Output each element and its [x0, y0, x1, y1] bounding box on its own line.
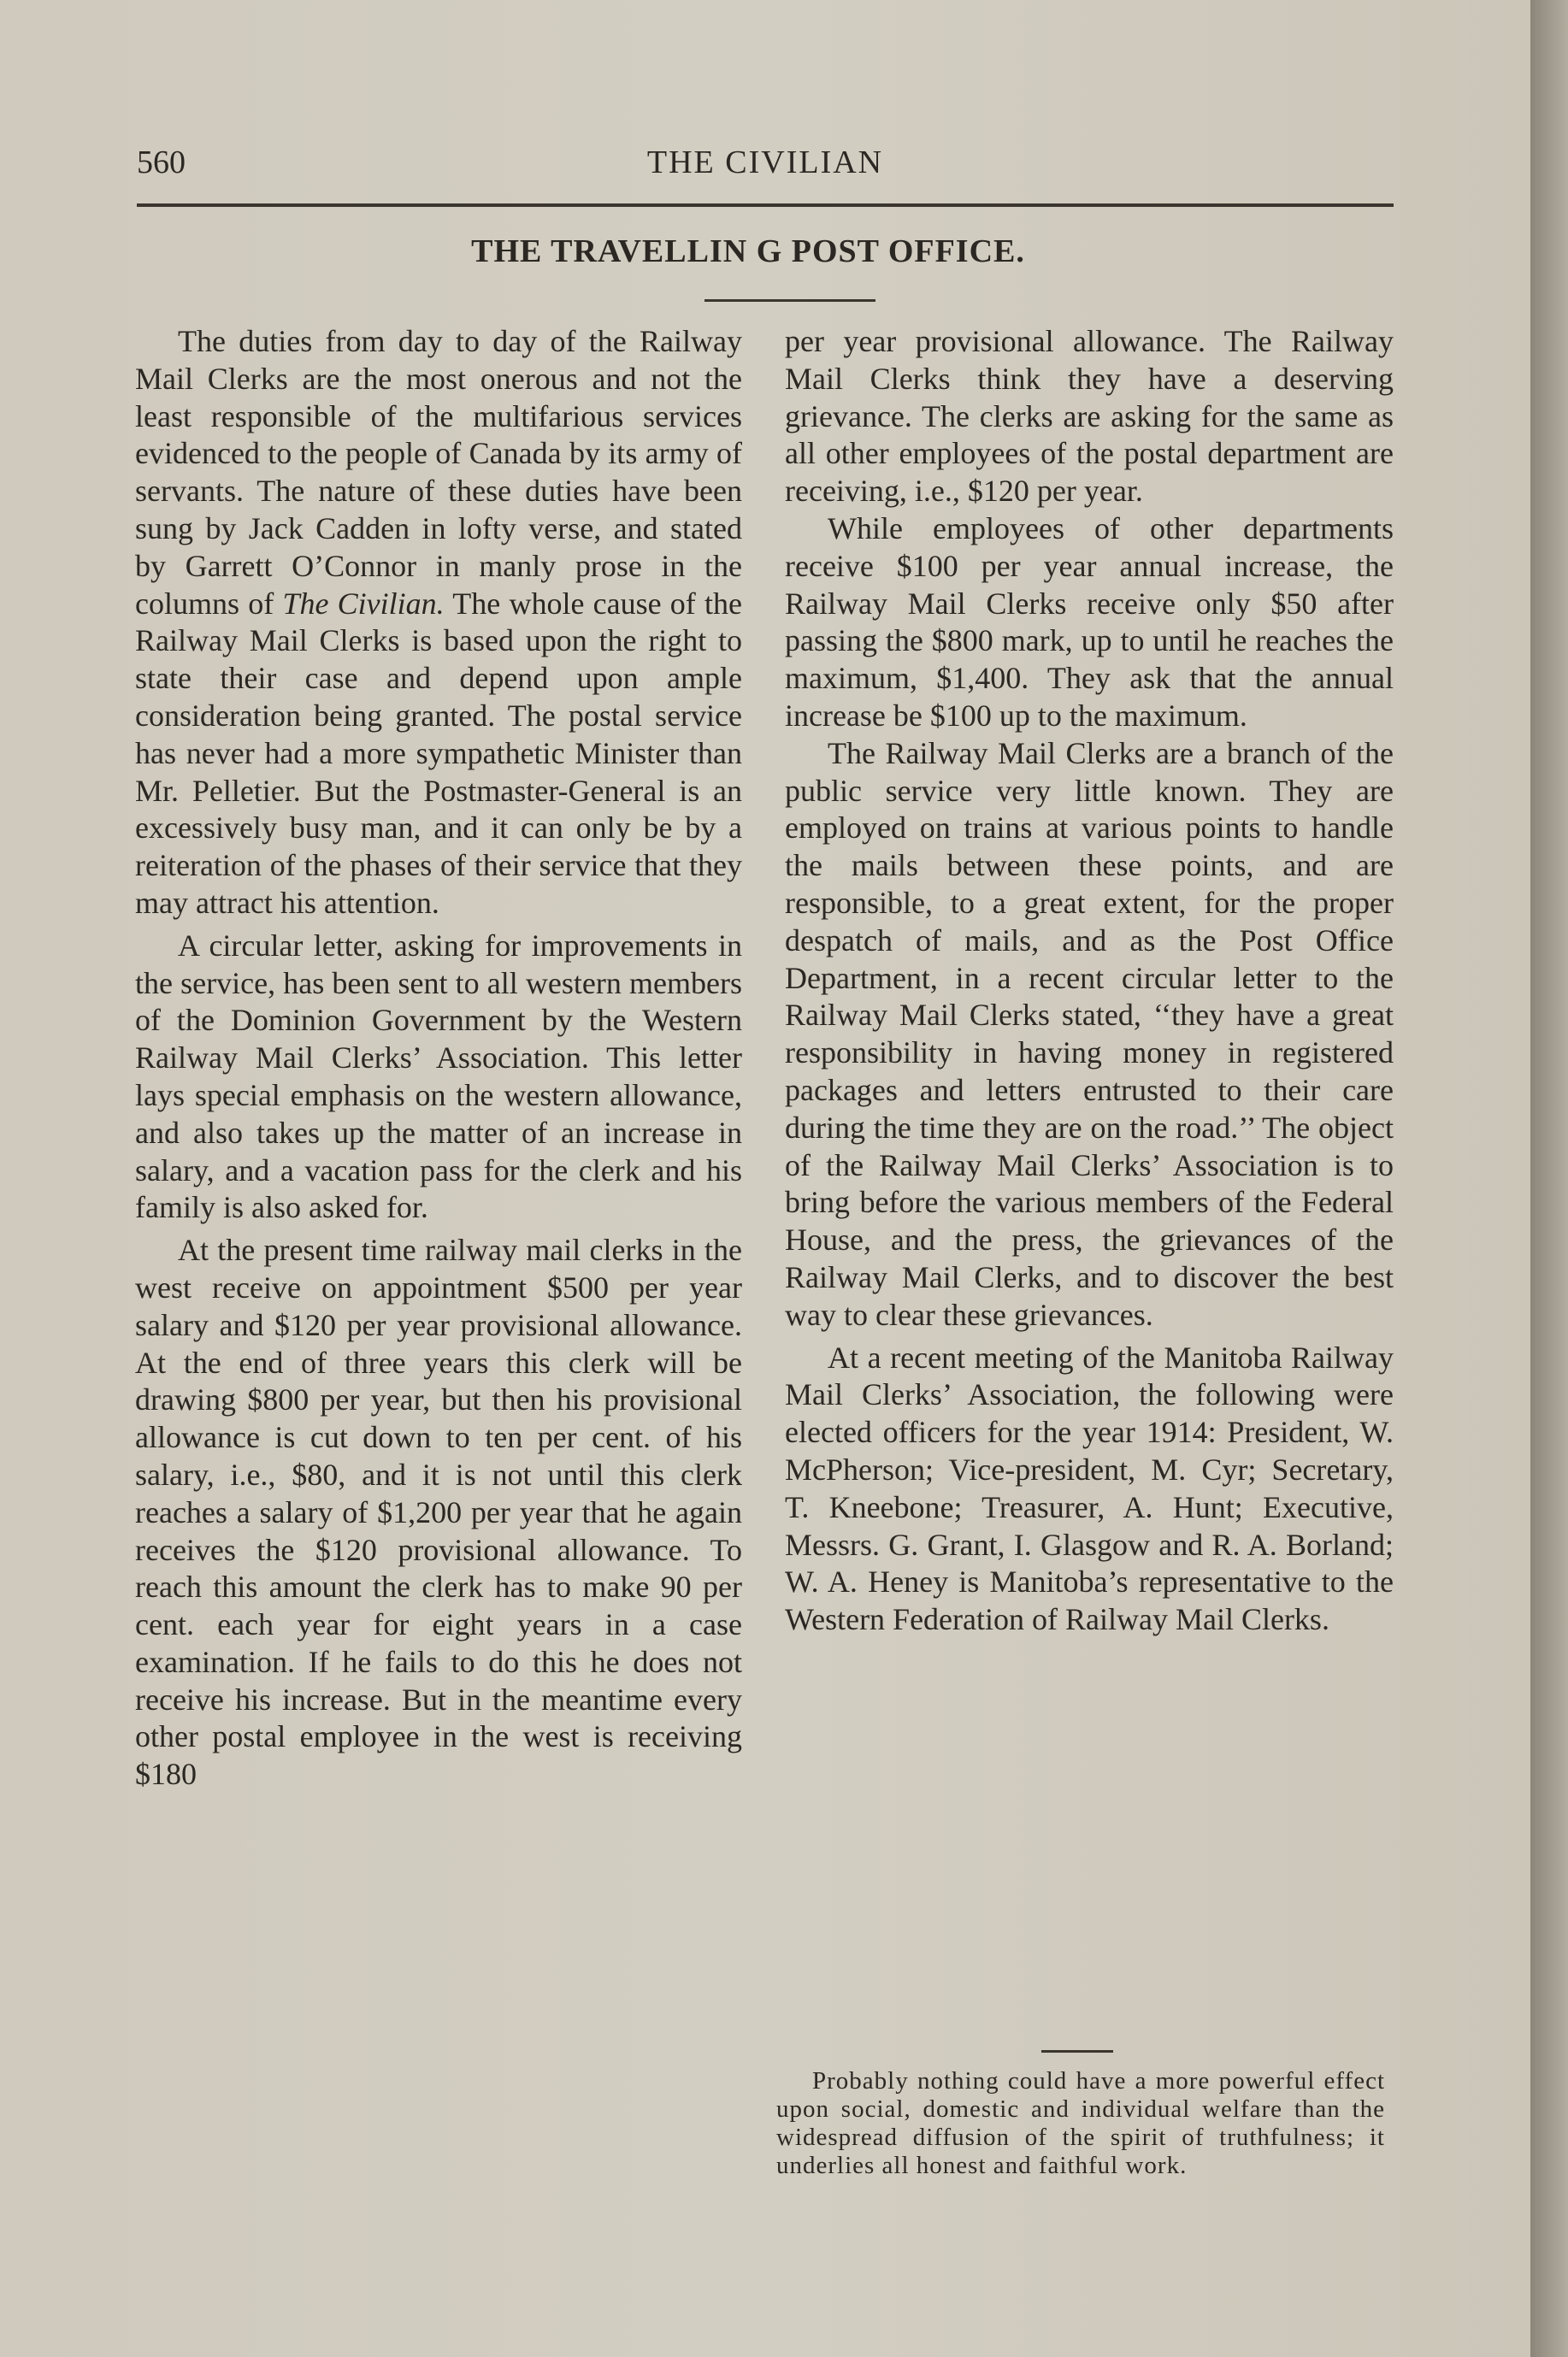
title-rule: [704, 299, 875, 302]
quote-text: Probably nothing could have a more powerful effect upon social, domestic and individual welfare than the widespread diffusion of the spirit of truthfulness; it underlies all honest and faithful work.: [776, 2067, 1385, 2179]
paragraph: A circular letter, asking for improvements in the service, has been sent to all western members of the Dominion Government by the Western Railway Mail Clerks’ Association. This letter lays special emphasis on the western allowance, and also takes up the matter of an increase in salary, and a vacation pass for the clerk and his family is also asked for.: [135, 928, 742, 1225]
header-rule: [137, 203, 1394, 207]
paragraph-text: The whole cause of the Railway Mail Clerks is based upon the right to state their case and depend upon ample consideration being granted. The postal service has never had a more sympathetic Minister than Mr. Pelletier. But the Postmaster-General is an excessively busy man, and it can only be by a reiteration of the phases of their service that they may attract his attention.: [135, 586, 743, 920]
paragraph: The Railway Mail Clerks are a branch of the public service very little known. They are employed on trains at various points to handle the mails between these points, and are responsible, to a great extent, for the proper despatch of mails, and as the Post Office Department, in a recent circular letter to the Railway Mail Clerks stated, ‘‘they have a great responsibility in having money in registered packages and letters entrusted to their care during the time they are on the road.’’ The object of the Railway Mail Clerks’ Association is to bring before the various members of the Federal House, and the press, the grievances of the Railway Mail Clerks, and to discover the best way to clear these grievances.: [785, 735, 1394, 1332]
page-header: [137, 144, 1394, 188]
filler-quote: [776, 2067, 1385, 2180]
section-divider: [1041, 2050, 1113, 2053]
page-number: 560: [137, 144, 186, 180]
paragraph: While employees of other departments receive $100 per year annual increase, the Railway Mail Clerks receive only $50 after passing the $800 mark, up to until he reaches the maximum, $1,400. They ask that the annual increase be $100 up to the maximum.: [785, 510, 1394, 733]
left-column: [135, 323, 742, 1794]
running-title: THE CIVILIAN: [646, 144, 884, 180]
paragraph-text: The duties from day to day of the Railway Mail Clerks are the most onerous and not the least responsible of the multifarious services evidenced to the people of Canada by its army of servants. The nature of these duties have been sung by Jack Cadden in lofty verse, and stated by Garrett O’Connor in manly prose in the columns of: [135, 324, 742, 621]
paragraph: [135, 323, 742, 922]
right-column: [785, 323, 1394, 1639]
book-spine: [1530, 0, 1568, 2357]
paragraph: At a recent meeting of the Manitoba Railway Mail Clerks’ Association, the following were elected officers for the year 1914: President, W. McPherson; Vice-president, M. Cyr; Secretary, T. Kneebone; Treasurer, A. Hunt; Executive, Messrs. G. Grant, I. Glasgow and R. A. Borland; W. A. Heney is Manitoba’s representative to the Western Federation of Railway Mail Clerks.: [785, 1340, 1394, 1637]
paragraph: per year provisional allowance. The Railway Mail Clerks think they have a deserving grievance. The clerks are asking for the same as all other employees of the postal department are receiving, i.e., $120 per year.: [785, 324, 1394, 509]
publication-name: The Civilian.: [282, 586, 445, 621]
paragraph: At the present time railway mail clerks in the west receive on appointment $500 per year salary and $120 per year provisional allowance. At the end of three years this clerk will be drawing $800 per year, but then his provisional allowance is cut down to ten per cent. of his salary, i.e., $80, and it is not until this clerk reaches a salary of $1,200 per year that he again receives the $120 provisional allowance. To reach this amount the clerk has to make 90 per cent. each year for eight years in a case examination. If he fails to do this he does not receive his increase. But in the meantime every other postal employee in the west is receiving $180: [135, 1233, 742, 1792]
article-title: THE TRAVELLIN G POST OFFICE.: [471, 233, 1025, 269]
